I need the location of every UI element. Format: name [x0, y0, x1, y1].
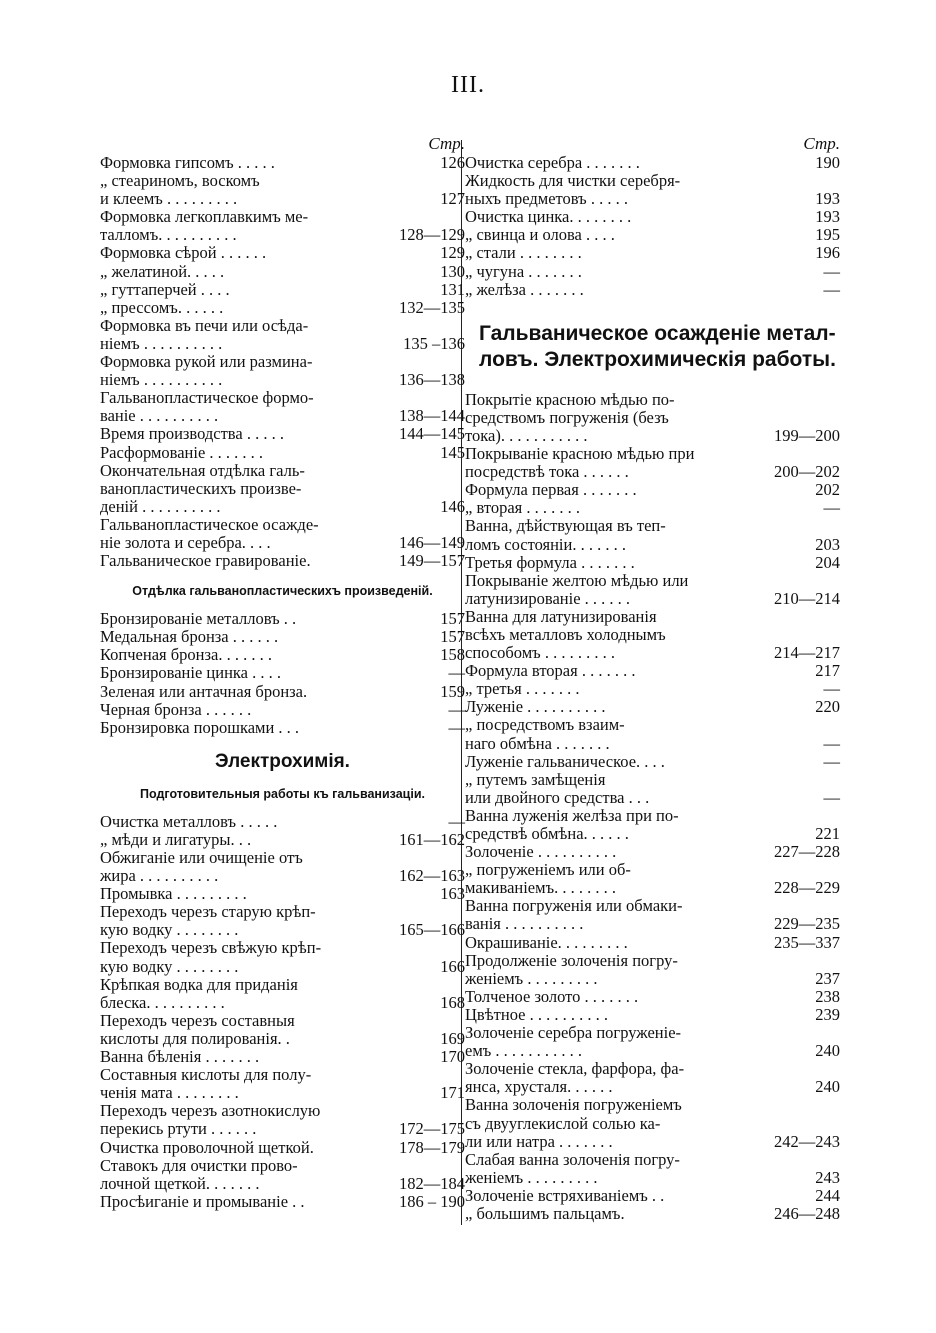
toc-entry — [465, 1060, 840, 1096]
toc-entry-title: Формовка въ печи или осѣда- ніемъ . . . . . . . . . . — [100, 315, 309, 353]
toc-entry — [465, 680, 840, 698]
toc-entry-page: — — [823, 733, 840, 753]
toc-entry-title: Гальванопластическое осажде- ніе золота и серебра. . . . — [100, 514, 319, 552]
toc-entry — [465, 281, 840, 299]
toc-entry-title: „ чугуна . . . . . . . — [465, 261, 582, 281]
toc-entry-title: „ третья . . . . . . . — [465, 679, 580, 699]
toc-entry — [465, 843, 840, 861]
toc-entry — [100, 208, 465, 244]
toc-entry — [465, 1024, 840, 1060]
toc-entry — [465, 897, 840, 933]
toc-entry-page: 220 — [815, 697, 840, 717]
toc-entry — [100, 425, 465, 443]
toc-entry-title: Формовка сѣрой . . . . . . — [100, 243, 267, 263]
toc-entry-title: Промывка . . . . . . . . . — [100, 884, 247, 904]
section-heading-electrochemistry: Электрохимія. — [215, 750, 350, 772]
toc-entry-title: Формула вторая . . . . . . . — [465, 661, 636, 681]
toc-entry-title: Жидкость для чистки серебря- ныхъ предметовъ . . . . . — [465, 171, 681, 209]
toc-entry-title: Золоченіе стекла, фарфора, фа- янса, хрусталя. . . . . . — [465, 1059, 685, 1097]
toc-entry — [465, 481, 840, 499]
toc-entry-title: Переходъ черезъ составныя кислоты для полированія. . — [100, 1010, 295, 1048]
section-heading-preparatory-works: Подготовительныя работы къ гальванизаціи. — [140, 786, 425, 801]
toc-entry — [465, 391, 840, 445]
toc-entry-title: „ мѣди и лигатуры. . . — [100, 829, 252, 849]
toc-entry — [100, 299, 465, 317]
toc-entry-page: 182—184 — [399, 1173, 465, 1193]
toc-entry-page: 199—200 — [774, 425, 840, 445]
toc-entry-title: Золоченіе встряхиваніемъ . . — [465, 1185, 665, 1205]
toc-entry-page: 240 — [815, 1041, 840, 1061]
toc-entry-title: Окончательная отдѣлка галь- ванопластическихъ произве- деній . . . . . . . . . . — [100, 460, 305, 516]
toc-entry-title: Формовка легкоплавкимъ ме- талломъ. . . . . . . . . . — [100, 207, 309, 245]
toc-entry-page: 221 — [815, 824, 840, 843]
toc-entry — [465, 698, 840, 716]
toc-entry — [465, 952, 840, 988]
toc-entry — [100, 719, 465, 737]
toc-entry-title: „ путемъ замѣщенія или двойного средства . . . — [465, 769, 650, 807]
toc-entry-title: Ставокъ для очистки прово- лочной щеткой. . . . . . . — [100, 1155, 298, 1193]
toc-entry — [465, 572, 840, 608]
toc-entry — [465, 263, 840, 281]
toc-entry — [100, 1048, 465, 1066]
toc-entry — [465, 608, 840, 662]
toc-entry-title: „ стали . . . . . . . . — [465, 243, 582, 263]
toc-entry-title: Обжиганіе или очищеніе отъ жира . . . . . . . . . . — [100, 848, 303, 886]
toc-entry-page: 128—129 — [399, 225, 465, 245]
toc-entry-title: Ванна луженія желѣза при по- средствѣ обмѣна. . . . . . — [465, 805, 679, 843]
toc-entry-page: 132—135 — [399, 297, 465, 317]
toc-entry — [100, 849, 465, 885]
toc-entry-page: 168 — [440, 992, 465, 1012]
toc-entry — [465, 1187, 840, 1205]
toc-entry-page: — — [823, 279, 840, 299]
toc-entry-page: 238 — [815, 986, 840, 1006]
toc-entry-title: Ванна, дѣйствующая въ теп- ломъ состояніи. . . . . . . — [465, 516, 666, 554]
toc-entry-page: 229—235 — [774, 914, 840, 934]
toc-entry-page: 193 — [815, 207, 840, 227]
toc-entry-page: 204 — [815, 552, 840, 572]
toc-entry-title: „ гуттаперчей . . . . — [100, 279, 230, 299]
toc-entry-page: 202 — [815, 480, 840, 500]
toc-entry — [100, 701, 465, 719]
toc-entry-page: 196 — [815, 243, 840, 263]
toc-entry — [465, 1205, 840, 1223]
toc-entry — [100, 389, 465, 425]
page-number: III. — [451, 72, 485, 98]
toc-entry-page: 246—248 — [774, 1203, 840, 1223]
toc-entry — [100, 516, 465, 552]
section-heading-finishing: Отдѣлка гальванопластическихъ произведеній. — [132, 584, 433, 599]
toc-entry-page: 237 — [815, 968, 840, 988]
toc-entry-page: 240 — [815, 1077, 840, 1097]
toc-entry-title: „ прессомъ. . . . . . — [100, 297, 224, 317]
toc-entry — [465, 988, 840, 1006]
toc-entry-page: 162—163 — [399, 866, 465, 886]
toc-entry-page: 130 — [440, 261, 465, 281]
left-entries-group-1 — [100, 154, 465, 570]
toc-entry-page: 161—162 — [399, 829, 465, 849]
toc-entry — [465, 1006, 840, 1024]
toc-entry-page: 129 — [440, 243, 465, 263]
toc-entry-page: — — [823, 751, 840, 771]
toc-entry-title: Цвѣтное . . . . . . . . . . — [465, 1004, 608, 1024]
toc-entry-title: Ванна погруженія или обмаки- ванія . . . . . . . . . . — [465, 896, 683, 934]
toc-entry — [100, 1139, 465, 1157]
toc-entry — [100, 646, 465, 664]
toc-entry — [100, 664, 465, 682]
toc-entry-page: — — [448, 811, 465, 831]
toc-entry-page: 243 — [815, 1167, 840, 1187]
toc-entry-title: Расформованіе . . . . . . . — [100, 442, 264, 462]
toc-entry-page: 145 — [440, 442, 465, 462]
toc-entry-page: — — [823, 498, 840, 518]
toc-entry-title: Третья формула . . . . . . . — [465, 552, 635, 572]
toc-entry — [100, 976, 465, 1012]
toc-entry-page: 169 — [440, 1028, 465, 1048]
toc-entry — [100, 683, 465, 701]
toc-entry-title: „ посредствомъ взаим- наго обмѣна . . . . . . . — [465, 715, 625, 753]
toc-entry-title: Слабая ванна золоченія погру- женіемъ . . . . . . . . . — [465, 1149, 680, 1187]
toc-entry-page: 126 — [440, 153, 465, 172]
toc-entry-title: Черная бронза . . . . . . — [100, 699, 252, 719]
toc-entry-title: Ванна для латунизированія всѣхъ металловъ холоднымъ способомъ . . . . . . . . . — [465, 606, 666, 663]
toc-entry-page: 165—166 — [399, 920, 465, 940]
toc-entry-title: Очистка проволочной щеткой. — [100, 1137, 314, 1157]
toc-entry — [100, 1012, 465, 1048]
left-entries-group-2 — [100, 610, 465, 737]
toc-entry — [100, 831, 465, 849]
toc-entry-title: Золоченіе . . . . . . . . . . — [465, 842, 617, 862]
toc-entry-page: 138—144 — [399, 406, 465, 426]
toc-entry-title: Луженіе . . . . . . . . . . — [465, 697, 606, 717]
toc-entry — [465, 244, 840, 262]
toc-entry-title: Гальваническое гравированіе. — [100, 551, 311, 571]
toc-entry-title: Крѣпкая водка для приданія блеска. . . . . . . . . . — [100, 974, 298, 1012]
toc-entry — [465, 226, 840, 244]
toc-entry-page: 166 — [440, 956, 465, 976]
toc-entry — [465, 208, 840, 226]
left-entries-group-3 — [100, 813, 465, 1211]
toc-entry — [100, 462, 465, 516]
toc-entry-page: 159 — [440, 681, 465, 701]
toc-entry-page: 242—243 — [774, 1131, 840, 1151]
toc-entry-page: — — [448, 699, 465, 719]
toc-entry-page: 158 — [440, 645, 465, 665]
toc-entry — [100, 154, 465, 172]
toc-entry-title: Бронзированіе металловъ . . — [100, 609, 297, 629]
toc-entry — [465, 807, 840, 843]
toc-entry-page: 178—179 — [399, 1137, 465, 1157]
toc-entry — [100, 813, 465, 831]
toc-entry — [465, 445, 840, 481]
toc-entry-title: „ желѣза . . . . . . . — [465, 279, 584, 299]
toc-entry — [465, 753, 840, 771]
toc-entry-page: 149—157 — [399, 551, 465, 571]
toc-entry-title: Очистка серебра . . . . . . . — [465, 153, 640, 172]
toc-entry-page: 217 — [815, 661, 840, 681]
toc-entry-title: Копченая бронза. . . . . . . — [100, 645, 272, 665]
toc-entry-page: — — [823, 787, 840, 807]
toc-entry-title: Покрываніе красною мѣдью при посредствѣ тока . . . . . . — [465, 444, 695, 482]
toc-entry-page: 146—149 — [399, 532, 465, 552]
toc-entry-page: 228—229 — [774, 878, 840, 898]
toc-entry-title: Ванна золоченія погруженіемъ съ двууглекислой солью ка- ли или натра . . . . . . . — [465, 1095, 682, 1151]
toc-entry-page: 210—214 — [774, 588, 840, 608]
toc-entry-title: Бронзированіе цинка . . . . — [100, 663, 281, 683]
toc-entry-title: Покрытіе красною мѣдью по- средствомъ погруженія (безъ тока). . . . . . . . . . . — [465, 389, 675, 445]
toc-entry-title: Формула первая . . . . . . . — [465, 480, 637, 500]
toc-entry-title: Переходъ черезъ свѣжую крѣп- кую водку . . . . . . . . — [100, 938, 322, 976]
toc-entry-title: Покрываніе желтою мѣдью или латунизированіе . . . . . . — [465, 570, 689, 608]
toc-entry-title: Золоченіе серебра погруженіе- емъ . . . . . . . . . . . — [465, 1023, 682, 1061]
toc-entry-title: Луженіе гальваническое. . . . — [465, 751, 665, 771]
toc-entry — [100, 552, 465, 570]
toc-entry-page: 136—138 — [399, 370, 465, 390]
toc-entry — [465, 662, 840, 680]
toc-entry-title: Формовка гипсомъ . . . . . — [100, 153, 275, 172]
left-column — [100, 134, 465, 1211]
toc-entry-page: 195 — [815, 225, 840, 245]
toc-entry-title: Переходъ черезъ азотнокислую перекись ртути . . . . . . — [100, 1101, 321, 1139]
toc-entry — [465, 1151, 840, 1187]
toc-entry — [100, 317, 465, 353]
toc-entry-page: 135 –136 — [403, 333, 465, 353]
toc-entry-page: 244 — [815, 1185, 840, 1205]
toc-entry — [100, 885, 465, 903]
toc-entry-page: 127 — [440, 189, 465, 209]
toc-entry-title: „ погруженіемъ или об- макиваніемъ. . . . . . . . — [465, 860, 631, 898]
toc-entry — [100, 1193, 465, 1211]
toc-entry-title: Окрашиваніе. . . . . . . . . — [465, 932, 628, 952]
toc-entry — [100, 281, 465, 299]
toc-entry — [100, 444, 465, 462]
toc-entry — [465, 172, 840, 208]
toc-entry — [465, 499, 840, 517]
section-heading-galvanic-deposition: Гальваническое осажденіе метал- ловъ. Электрохимическія работы. — [479, 321, 836, 371]
toc-entry-title: „ свинца и олова . . . . — [465, 225, 615, 245]
toc-entry — [465, 517, 840, 553]
toc-entry — [100, 172, 465, 208]
toc-entry-title: Очистка цинка. . . . . . . . — [465, 207, 632, 227]
toc-entry — [465, 861, 840, 897]
toc-entry — [465, 554, 840, 572]
toc-entry-page: 131 — [440, 279, 465, 299]
toc-entry-title: Составныя кислоты для полу- ченія мата . . . . . . . . — [100, 1065, 312, 1103]
toc-entry — [100, 1066, 465, 1102]
toc-entry-page: 157 — [440, 627, 465, 647]
toc-entry-page: 144—145 — [399, 424, 465, 444]
toc-entry — [100, 1102, 465, 1138]
toc-entry — [100, 263, 465, 281]
toc-entry-title: Время производства . . . . . — [100, 424, 284, 444]
toc-entry — [100, 610, 465, 628]
right-page-column-header: Стр. — [803, 134, 840, 153]
toc-entry — [465, 716, 840, 752]
toc-entry — [465, 771, 840, 807]
toc-entry — [465, 154, 840, 172]
toc-entry-page: 239 — [815, 1004, 840, 1024]
toc-entry-page: — — [448, 663, 465, 683]
toc-entry-page: 170 — [440, 1047, 465, 1067]
toc-entry — [100, 903, 465, 939]
toc-entry-title: Медальная бронза . . . . . . — [100, 627, 279, 647]
toc-entry-page: 172—175 — [399, 1119, 465, 1139]
toc-entry-title: Формовка рукой или размина- ніемъ . . . . . . . . . . — [100, 352, 313, 390]
toc-entry — [100, 353, 465, 389]
toc-entry-title: Толченое золото . . . . . . . — [465, 986, 639, 1006]
toc-entry-page: 171 — [440, 1083, 465, 1103]
toc-entry-title: Просѣиганіе и промываніе . . — [100, 1191, 305, 1211]
toc-entry-title: Очистка металловъ . . . . . — [100, 811, 278, 831]
toc-entry-title: Бронзировка порошками . . . — [100, 717, 300, 737]
toc-entry-title: Ванна бѣленія . . . . . . . — [100, 1047, 260, 1067]
toc-entry-title: „ вторая . . . . . . . — [465, 498, 580, 518]
toc-entry-page: 146 — [440, 496, 465, 516]
right-entries-group-1 — [465, 154, 840, 299]
toc-entry-title: Продолженіе золоченія погру- женіемъ . . . . . . . . . — [465, 950, 678, 988]
toc-entry — [465, 1096, 840, 1150]
toc-entry-page: 193 — [815, 189, 840, 209]
toc-entry-page: 235—337 — [774, 932, 840, 952]
toc-entry-title: „ большимъ пальцамъ. — [465, 1203, 625, 1223]
toc-entry-title: „ желатиной. . . . . — [100, 261, 225, 281]
toc-entry-page: 203 — [815, 534, 840, 554]
toc-entry-page: — — [448, 717, 465, 737]
toc-entry — [100, 628, 465, 646]
toc-entry-title: Гальванопластическое формо- ваніе . . . . . . . . . . — [100, 388, 314, 426]
toc-entry-title: Переходъ черезъ старую крѣп- кую водку . . . . . . . . — [100, 902, 316, 940]
toc-entry-page: 227—228 — [774, 842, 840, 862]
toc-entry-page: 157 — [440, 609, 465, 629]
toc-entry-title: „ стеариномъ, воскомъ и клеемъ . . . . . . . . . — [100, 171, 260, 209]
toc-entry-page: — — [823, 679, 840, 699]
toc-entry — [465, 934, 840, 952]
left-page-column-header: Стр. — [428, 134, 465, 153]
toc-entry-page: 163 — [440, 884, 465, 904]
toc-entry — [100, 1157, 465, 1193]
toc-entry-page: 200—202 — [774, 462, 840, 482]
toc-entry-page: — — [823, 261, 840, 281]
toc-entry-page: 214—217 — [774, 643, 840, 663]
right-column — [465, 134, 840, 1223]
toc-entry-page: 190 — [815, 153, 840, 172]
toc-entry-title: Зеленая или антачная бронза. — [100, 681, 308, 701]
right-entries-group-2 — [465, 391, 840, 1223]
toc-entry — [100, 244, 465, 262]
toc-entry — [100, 939, 465, 975]
toc-entry-page: 186 – 190 — [399, 1191, 465, 1211]
